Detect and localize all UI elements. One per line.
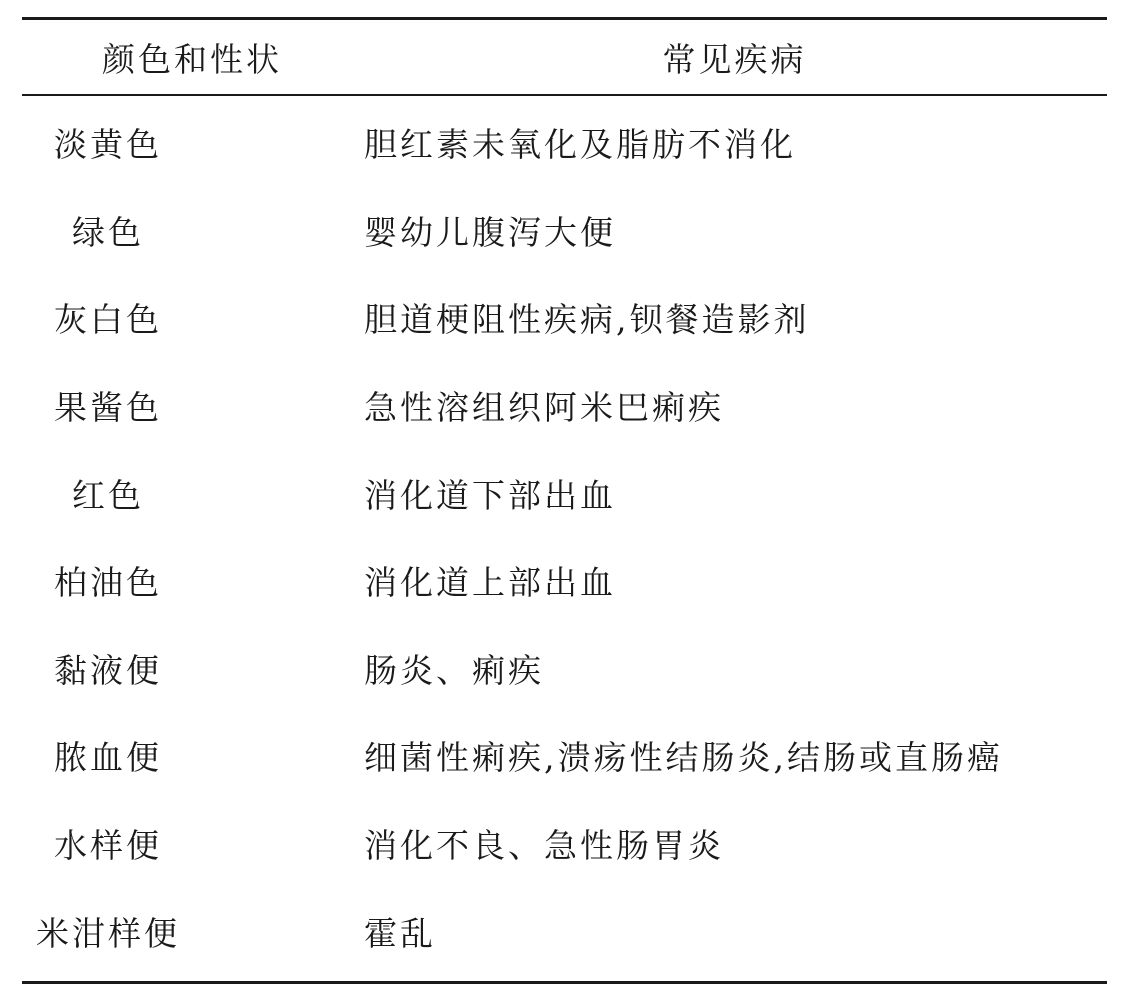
table-row <box>22 274 1107 362</box>
disease-cell: 细菌性痢疾,溃疡性结肠炎,结肠或直肠癌 <box>364 738 1003 778</box>
table-row <box>22 99 1107 187</box>
disease-cell: 消化道上部出血 <box>364 563 616 603</box>
table-row <box>22 449 1107 537</box>
header-common-diseases: 常见疾病 <box>662 39 807 79</box>
disease-cell: 肠炎、痢疾 <box>364 650 544 690</box>
color-cell: 红色 <box>72 475 144 515</box>
disease-cell: 胆红素未氧化及脂肪不消化 <box>364 125 796 165</box>
stool-color-table <box>22 17 1107 984</box>
table-body <box>22 96 1107 981</box>
color-cell: 水样便 <box>54 826 162 866</box>
bottom-rule <box>22 981 1107 984</box>
color-cell: 米泔样便 <box>36 913 180 953</box>
color-cell: 黏液便 <box>54 650 162 690</box>
header-color-and-shape: 颜色和性状 <box>102 39 282 79</box>
table-row <box>22 537 1107 625</box>
disease-cell: 急性溶组织阿米巴痢疾 <box>364 388 724 428</box>
color-cell: 果酱色 <box>54 388 162 428</box>
table-row <box>22 712 1107 800</box>
table-row <box>22 187 1107 275</box>
table-row <box>22 362 1107 450</box>
table-row <box>22 800 1107 888</box>
color-cell: 脓血便 <box>54 738 162 778</box>
color-cell: 柏油色 <box>54 563 162 603</box>
disease-cell: 婴幼儿腹泻大便 <box>364 212 616 252</box>
color-cell: 灰白色 <box>54 300 162 340</box>
disease-cell: 霍乱 <box>364 913 436 953</box>
table-row <box>22 887 1107 975</box>
disease-cell: 胆道梗阻性疾病,钡餐造影剂 <box>364 300 810 340</box>
disease-cell: 消化不良、急性肠胃炎 <box>364 826 724 866</box>
disease-cell: 消化道下部出血 <box>364 475 616 515</box>
color-cell: 淡黄色 <box>54 125 162 165</box>
header-row <box>22 20 1107 94</box>
table-row <box>22 625 1107 713</box>
color-cell: 绿色 <box>72 212 144 252</box>
